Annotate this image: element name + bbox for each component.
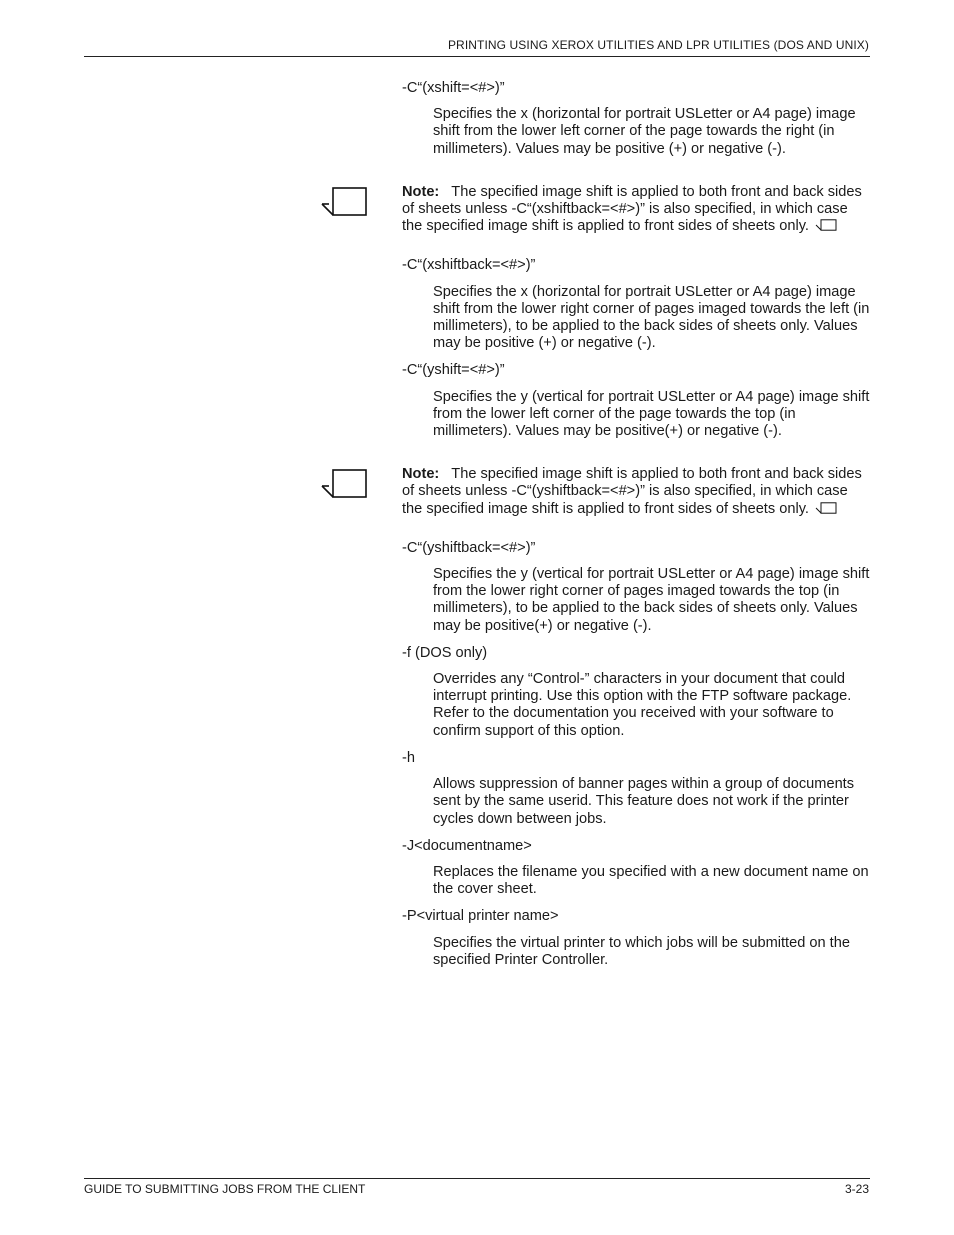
- header-rule: [84, 56, 870, 57]
- note-2-text: The specified image shift is applied to both front and back sides of sheets unless -C“(yshiftback=<#>)” is also specified, in which case the specified image shift is applied to front sides of sheets only.: [402, 466, 862, 517]
- option-xshift-description: Specifies the x (horizontal for portrait USLetter or A4 page) image shift from the lower left corner of the page towards the right (in millimeters). Values may be positive (+) or negative (-).: [433, 106, 856, 157]
- note-1-text: The specified image shift is applied to both front and back sides of sheets unless -C“(xshiftback=<#>)” is also specified, in which case the specified image shift is applied to front sides of sheets only.: [402, 183, 862, 235]
- option-j-description: Replaces the filename you specified with a new document name on the cover sheet.: [433, 863, 869, 898]
- option-xshiftback-description: Specifies the x (horizontal for portrait USLetter or A4 page) image shift from the lower right corner of pages imaged towards the left (in millimeters), to be applied to the back sides of sheets only. Values may be positive (+) or negative (-).: [433, 283, 870, 352]
- note-label: Note:: [402, 183, 440, 200]
- option-h: -h: [402, 749, 415, 766]
- option-j: -J<documentname>: [402, 837, 532, 854]
- option-f-dos-description: Overrides any “Control-” characters in your document that could interrupt printing. Use this option with the FTP software package. Refer to the documentation you received with your software to confirm support of this option.: [433, 671, 852, 739]
- note-block-2: [402, 466, 870, 518]
- page-content: [402, 80, 870, 979]
- running-header: PRINTING USING XEROX UTILITIES AND LPR UTILITIES (DOS AND UNIX): [447, 38, 869, 52]
- note-icon: [321, 187, 367, 217]
- option-p: -P<virtual printer name>: [402, 908, 559, 925]
- option-h-description: Allows suppression of banner pages within a group of documents sent by the same userid. This feature does not work if the printer cycles down between jobs.: [433, 776, 855, 827]
- note-block-1: [402, 184, 870, 236]
- option-yshiftback-description: Specifies the y (vertical for portrait USLetter or A4 page) image shift from the lower right corner of pages imaged towards the top (in millimeters), to be applied to the back sides of sheets only. Values may be positive(+) or negative (-).: [433, 566, 870, 634]
- note-end-icon: [815, 219, 837, 231]
- option-xshift: -C“(xshift=<#>)”: [402, 80, 505, 96]
- option-yshift: -C“(yshift=<#>)”: [402, 362, 505, 379]
- note-label: Note:: [402, 466, 440, 483]
- option-f-dos: -f (DOS only): [402, 644, 488, 661]
- option-xshiftback: -C“(xshiftback=<#>)”: [402, 257, 536, 274]
- option-yshift-description: Specifies the y (vertical for portrait USLetter or A4 page) image shift from the lower left corner of the page towards the top (in millimeters). Values may be positive(+) or negative (-).: [433, 388, 870, 440]
- note-icon: [321, 469, 367, 499]
- footer-rule: [84, 1178, 870, 1179]
- page-number: 3-23: [844, 1182, 869, 1196]
- option-yshiftback: -C“(yshiftback=<#>)”: [402, 539, 536, 556]
- option-p-description: Specifies the virtual printer to which jobs will be submitted on the specified Printer Controller.: [433, 934, 850, 968]
- footer-guide-title: GUIDE TO SUBMITTING JOBS FROM THE CLIENT: [84, 1182, 366, 1196]
- note-end-icon: [815, 502, 837, 514]
